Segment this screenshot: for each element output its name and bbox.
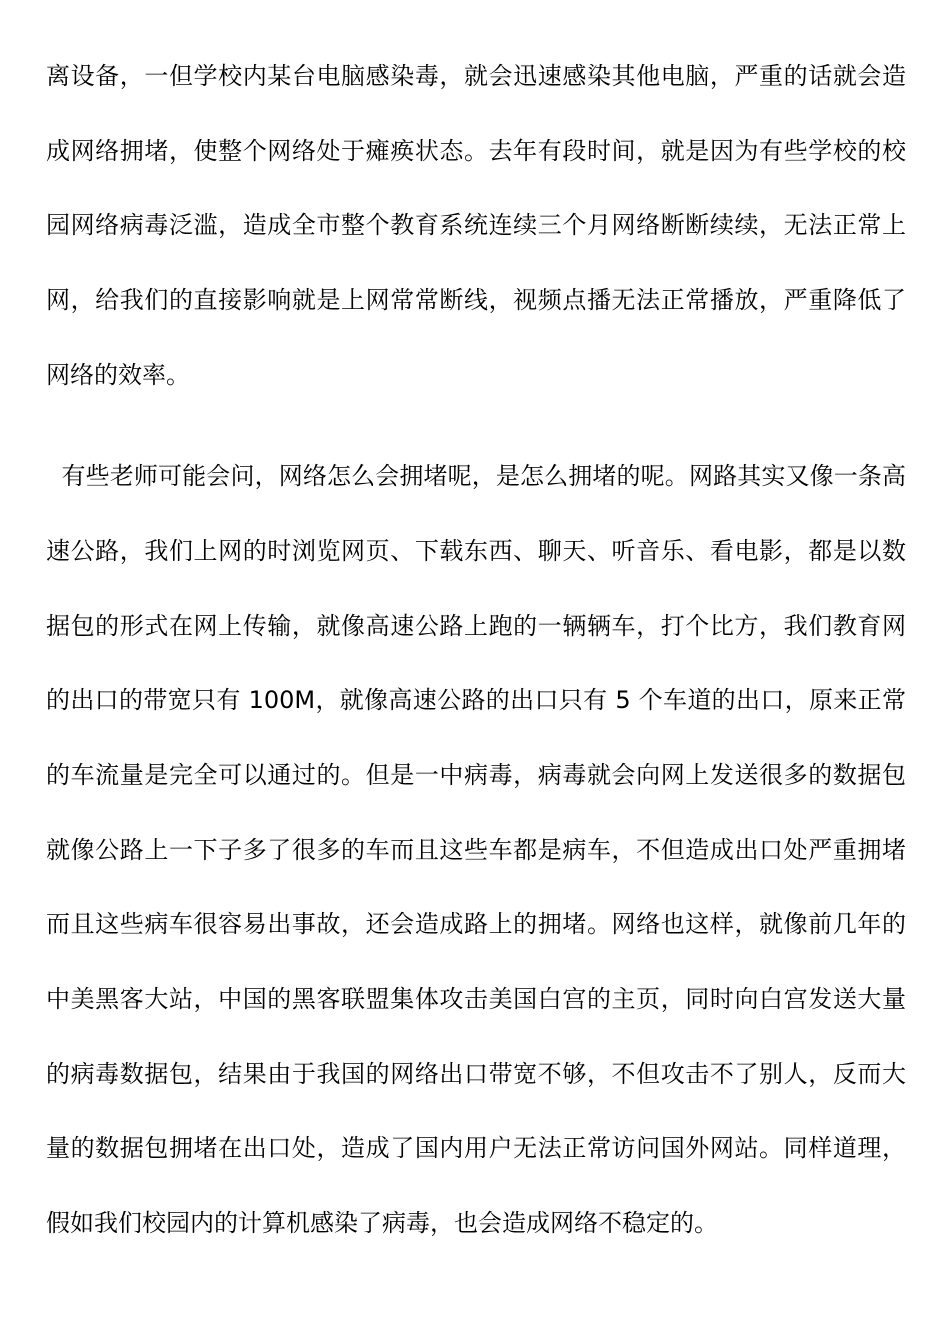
paragraph-1-line-2: 成网络拥堵，使整个网络处于瘫痪状态。去年有段时间，就是因为有些学校的校 <box>46 137 906 165</box>
paragraph-2-line-1: 有些老师可能会问，网络怎么会拥堵呢，是怎么拥堵的呢。网路其实又像一条高 <box>46 462 906 490</box>
paragraph-2-line-3: 据包的形式在网上传输，就像高速公路上跑的一辆辆车，打个比方，我们教育网 <box>46 612 906 640</box>
paragraph-2-line-11: 假如我们校园内的计算机感染了病毒，也会造成网络不稳定的。 <box>46 1209 718 1237</box>
paragraph-2-line-2: 速公路，我们上网的时浏览网页、下载东西、聊天、听音乐、看电影，都是以数 <box>46 537 906 565</box>
paragraph-2-line-10: 量的数据包拥堵在出口处，造成了国内用户无法正常访问国外网站。同样道理， <box>46 1134 906 1162</box>
paragraph-2-line-7: 而且这些病车很容易出事故，还会造成路上的拥堵。网络也这样，就像前几年的 <box>46 910 906 938</box>
paragraph-2-line-8: 中美黑客大站，中国的黑客联盟集体攻击美国白宫的主页，同时向白宫发送大量 <box>46 985 906 1013</box>
paragraph-1-line-1: 离设备，一但学校内某台电脑感染毒，就会迅速感染其他电脑，严重的话就会造 <box>46 62 906 90</box>
paragraph-2-line-5: 的车流量是完全可以通过的。但是一中病毒，病毒就会向网上发送很多的数据包 <box>46 761 906 789</box>
paragraph-1-line-3: 园网络病毒泛滥，造成全市整个教育系统连续三个月网络断断续续，无法正常上 <box>46 211 906 239</box>
paragraph-1-line-4: 网，给我们的直接影响就是上网常常断线，视频点播无法正常播放，严重降低了 <box>46 286 906 314</box>
paragraph-2-line-4: 的出口的带宽只有 100M，就像高速公路的出口只有 5 个车道的出口，原来正常 <box>46 686 906 714</box>
paragraph-2-line-9: 的病毒数据包，结果由于我国的网络出口带宽不够，不但攻击不了别人，反而大 <box>46 1060 906 1088</box>
paragraph-2-line-6: 就像公路上一下子多了很多的车而且这些车都是病车，不但造成出口处严重拥堵 <box>46 836 906 864</box>
paragraph-1-line-5: 网络的效率。 <box>46 361 190 389</box>
